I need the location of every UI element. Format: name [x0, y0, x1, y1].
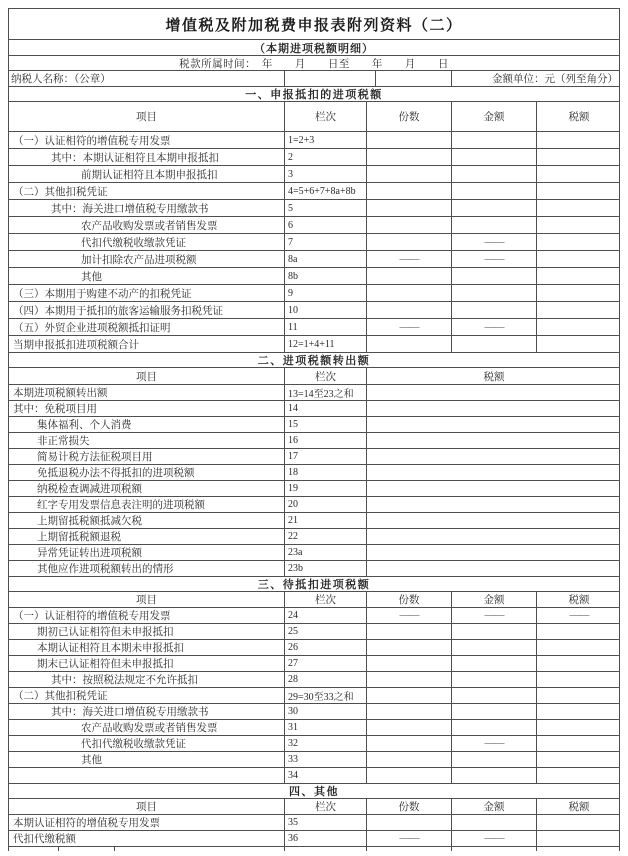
lane-cell: 20 [284, 497, 366, 512]
table-row [9, 831, 619, 847]
lane-cell: 16 [284, 433, 366, 448]
column-header-row [9, 102, 619, 132]
lane-cell: 6 [284, 217, 366, 233]
table-row [9, 752, 619, 768]
item-cell: 农产品收购发票或者销售发票 [81, 220, 218, 232]
item-cell: 加计扣除农产品进项税额 [81, 254, 197, 266]
form-title: 增值税及附加税费申报表附列资料（二） [9, 9, 619, 40]
count-cell [366, 234, 451, 250]
table-row [9, 302, 619, 319]
section-header-4: 四、其他 [9, 784, 619, 799]
table-row [9, 234, 619, 251]
table-row [9, 545, 619, 561]
count-cell [366, 720, 451, 735]
column-header-row [9, 368, 619, 385]
column-header: 项目 [136, 112, 157, 123]
table-row [9, 465, 619, 481]
amount-cell [451, 688, 536, 703]
item-cell: 非正常损失 [37, 436, 90, 447]
count-cell [366, 624, 451, 639]
tax-cell [536, 768, 621, 783]
item-cell: 期初已认证相符但未申报抵扣 [37, 627, 174, 638]
lane-cell: 27 [284, 656, 366, 671]
table-row [9, 200, 619, 217]
taxpayer-row [9, 71, 619, 87]
taxpayer-blank-cell-2 [375, 71, 451, 86]
tax-cell [536, 319, 621, 335]
section-header-3: 三、待抵扣进项税额 [9, 577, 619, 592]
amount-cell [451, 132, 536, 148]
item-cell: 红字专用发票信息表注明的进项税额 [37, 500, 205, 511]
column-header: 项目 [136, 595, 157, 606]
item-cell: 异常凭证转出进项税额 [37, 548, 142, 559]
tax-cell [536, 752, 621, 767]
item-cell: 其他应作进项税额转出的情形 [37, 564, 174, 575]
tax-cell [366, 513, 621, 528]
table-row [9, 815, 619, 831]
item-cell: 期末已认证相符但未申报抵扣 [37, 659, 174, 670]
count-cell: —— [366, 608, 451, 623]
taxpayer-name-label: 纳税人名称：（公章） [11, 74, 111, 85]
lane-cell: 12=1+4+11 [284, 336, 366, 352]
tax-cell [536, 815, 621, 830]
item-cell: （二）其他扣税凭证 [13, 186, 108, 198]
amount-cell [451, 200, 536, 216]
column-header: 份数 [366, 592, 451, 607]
lane-cell: 21 [284, 513, 366, 528]
count-cell [366, 704, 451, 719]
item-cell: 简易计税方法征税项目用 [37, 452, 153, 463]
form-table [9, 87, 619, 847]
lane-cell: 30 [284, 704, 366, 719]
count-cell [366, 132, 451, 148]
tax-cell [536, 704, 621, 719]
lane-cell: 1=2+3 [284, 132, 366, 148]
amount-cell: —— [451, 736, 536, 751]
tax-cell: —— [536, 608, 621, 623]
lane-cell: 22 [284, 529, 366, 544]
column-header: 份数 [366, 102, 451, 131]
column-header: 税额 [536, 592, 621, 607]
item-cell: （四）本期用于抵扣的旅客运输服务扣税凭证 [13, 305, 223, 317]
table-row [9, 449, 619, 465]
tax-cell [536, 688, 621, 703]
column-header: 金额 [451, 799, 536, 814]
count-cell [366, 166, 451, 182]
lane-cell: 8b [284, 268, 366, 284]
tax-cell [536, 656, 621, 671]
lane-cell: 26 [284, 640, 366, 655]
lane-cell: 5 [284, 200, 366, 216]
count-cell [366, 302, 451, 318]
tax-cell [366, 481, 621, 496]
lane-cell: 2 [284, 149, 366, 165]
lane-cell: 18 [284, 465, 366, 480]
amount-cell [451, 302, 536, 318]
item-cell: （五）外贸企业进项税额抵扣证明 [13, 322, 171, 334]
tax-cell [536, 251, 621, 267]
table-row [9, 529, 619, 545]
column-header-row [9, 592, 619, 608]
lane-cell: 28 [284, 672, 366, 687]
count-cell [366, 640, 451, 655]
tax-cell [366, 545, 621, 560]
item-cell: 当期申报抵扣进项税额合计 [13, 339, 139, 351]
count-cell: —— [366, 831, 451, 846]
table-row [9, 640, 619, 656]
lane-cell: 3 [284, 166, 366, 182]
amount-cell [451, 752, 536, 767]
count-cell [366, 768, 451, 783]
amount-cell: —— [451, 608, 536, 623]
item-cell: 其中：海关进口增值税专用缴款书 [51, 707, 209, 718]
item-cell: 其中：免税项目用 [13, 404, 97, 415]
column-header: 金额 [451, 102, 536, 131]
lane-cell: 33 [284, 752, 366, 767]
amount-cell [451, 768, 536, 783]
column-header: 税额 [366, 368, 621, 384]
table-row [9, 336, 619, 353]
item-cell: 上期留抵税额抵减欠税 [37, 516, 142, 527]
column-header: 项目 [136, 802, 157, 813]
item-cell: 其中：按照税法规定不允许抵扣 [51, 675, 198, 686]
count-cell [366, 752, 451, 767]
item-cell [9, 768, 284, 783]
lane-cell: 15 [284, 417, 366, 432]
count-cell [366, 736, 451, 751]
amount-cell [451, 149, 536, 165]
amount-cell: —— [451, 251, 536, 267]
count-cell: —— [366, 319, 451, 335]
lane-cell: 29=30至33之和 [284, 688, 366, 703]
count-cell: —— [366, 251, 451, 267]
lane-cell: 9 [284, 285, 366, 301]
lane-cell: 13=14至23之和 [284, 385, 366, 400]
item-cell: 其他 [81, 271, 102, 283]
table-row [9, 417, 619, 433]
table-row [9, 688, 619, 704]
item-cell: 本期认证相符的增值税专用发票 [13, 818, 160, 829]
lane-cell: 17 [284, 449, 366, 464]
item-cell: 免抵退税办法不得抵扣的进项税额 [37, 468, 195, 479]
table-row [9, 672, 619, 688]
table-row [9, 656, 619, 672]
table-row [9, 183, 619, 200]
count-cell [366, 149, 451, 165]
tax-cell [536, 672, 621, 687]
count-cell [366, 217, 451, 233]
amount-cell [451, 268, 536, 284]
section-header-1: 一、申报抵扣的进项税额 [9, 87, 619, 102]
column-header: 栏次 [284, 592, 366, 607]
lane-cell: 36 [284, 831, 366, 846]
tax-cell [536, 166, 621, 182]
count-cell [366, 656, 451, 671]
section-header-2: 二、进项税额转出额 [9, 353, 619, 368]
lane-cell: 10 [284, 302, 366, 318]
table-row [9, 561, 619, 577]
table-row [9, 513, 619, 529]
tax-cell [366, 417, 621, 432]
count-cell [366, 183, 451, 199]
item-cell: 代扣代缴税额 [13, 834, 76, 845]
count-cell [366, 200, 451, 216]
tax-cell [536, 132, 621, 148]
amount-unit-label: 金额单位：元（列至角分） [451, 71, 621, 86]
table-row [9, 704, 619, 720]
item-cell: 前期认证相符且本期申报抵扣 [81, 169, 218, 181]
count-cell [366, 815, 451, 830]
tax-form-page [8, 8, 620, 851]
tax-cell [536, 285, 621, 301]
tax-cell [536, 720, 621, 735]
lane-cell: 11 [284, 319, 366, 335]
column-header: 份数 [366, 799, 451, 814]
table-row [9, 736, 619, 752]
tax-period-row [9, 56, 619, 71]
table-row [9, 132, 619, 149]
lane-cell: 4=5+6+7+8a+8b [284, 183, 366, 199]
amount-cell [451, 720, 536, 735]
amount-cell [451, 183, 536, 199]
tax-cell [536, 624, 621, 639]
lane-cell: 14 [284, 401, 366, 416]
tax-cell [536, 831, 621, 846]
table-row [9, 217, 619, 234]
item-cell: 本期进项税额转出额 [13, 388, 108, 399]
amount-cell [451, 704, 536, 719]
lane-cell: 7 [284, 234, 366, 250]
tax-cell [366, 449, 621, 464]
lane-cell: 32 [284, 736, 366, 751]
table-row [9, 285, 619, 302]
item-cell: 农产品收购发票或者销售发票 [81, 723, 218, 734]
table-row [9, 720, 619, 736]
amount-cell [451, 672, 536, 687]
tax-cell [536, 268, 621, 284]
table-row [9, 268, 619, 285]
table-row [9, 166, 619, 183]
tax-cell [536, 302, 621, 318]
tax-cell [536, 149, 621, 165]
count-cell [366, 268, 451, 284]
tax-cell [536, 183, 621, 199]
column-header: 栏次 [284, 799, 366, 814]
table-row [9, 608, 619, 624]
item-cell: 其中：本期认证相符且本期申报抵扣 [51, 152, 219, 164]
column-header-row [9, 799, 619, 815]
tax-cell [366, 465, 621, 480]
table-row [9, 433, 619, 449]
amount-cell [451, 336, 536, 352]
column-header: 项目 [136, 371, 157, 383]
count-cell [366, 285, 451, 301]
column-header: 税额 [536, 102, 621, 131]
form-subtitle: （本期进项税额明细） [9, 40, 619, 56]
table-row [9, 319, 619, 336]
item-cell: 纳税检查调减进项税额 [37, 484, 142, 495]
amount-cell [451, 624, 536, 639]
amount-cell [451, 815, 536, 830]
amount-cell [451, 640, 536, 655]
lane-cell: 25 [284, 624, 366, 639]
lane-cell: 8a [284, 251, 366, 267]
taxpayer-blank-cell-1 [284, 71, 375, 86]
table-row [9, 385, 619, 401]
tax-cell [536, 200, 621, 216]
tax-cell [536, 336, 621, 352]
column-header: 金额 [451, 592, 536, 607]
tax-cell [366, 529, 621, 544]
amount-cell: —— [451, 234, 536, 250]
item-cell: 代扣代缴税收缴款凭证 [81, 237, 186, 249]
amount-cell [451, 166, 536, 182]
lane-cell: 23b [284, 561, 366, 576]
tax-cell [536, 234, 621, 250]
item-cell: 本期认证相符且本期未申报抵扣 [37, 643, 184, 654]
table-row [9, 624, 619, 640]
count-cell [366, 336, 451, 352]
tax-cell [536, 217, 621, 233]
item-cell: （三）本期用于购建不动产的扣税凭证 [13, 288, 192, 300]
lane-cell: 31 [284, 720, 366, 735]
tax-cell [366, 401, 621, 416]
tax-cell [536, 640, 621, 655]
lane-cell: 35 [284, 815, 366, 830]
item-cell: 代扣代缴税收缴款凭证 [81, 739, 186, 750]
item-cell: （一）认证相符的增值税专用发票 [13, 135, 171, 147]
count-cell [366, 688, 451, 703]
amount-cell: —— [451, 831, 536, 846]
item-cell: （二）其他扣税凭证 [13, 691, 108, 702]
item-cell: 集体福利、个人消费 [37, 420, 132, 431]
tax-cell [366, 385, 621, 400]
column-header: 栏次 [284, 368, 366, 384]
table-row [9, 149, 619, 166]
lane-cell: 23a [284, 545, 366, 560]
amount-cell [451, 217, 536, 233]
lane-cell: 34 [284, 768, 366, 783]
table-row [9, 251, 619, 268]
table-row [9, 481, 619, 497]
tax-cell [366, 433, 621, 448]
item-cell: 上期留抵税额退税 [37, 532, 121, 543]
table-row [9, 768, 619, 784]
amount-cell [451, 285, 536, 301]
column-header: 税额 [536, 799, 621, 814]
item-cell: 其中：海关进口增值税专用缴款书 [51, 203, 209, 215]
tax-cell [536, 736, 621, 751]
tax-period-text: 税款所属时间： 年 月 日至 年 月 日 [179, 58, 449, 70]
tax-cell [366, 561, 621, 576]
item-cell: （一）认证相符的增值税专用发票 [13, 611, 171, 622]
item-cell: 其他 [81, 755, 102, 766]
lane-cell: 19 [284, 481, 366, 496]
column-header: 栏次 [284, 102, 366, 131]
amount-cell: —— [451, 319, 536, 335]
count-cell [366, 672, 451, 687]
lane-cell: 24 [284, 608, 366, 623]
tax-cell [366, 497, 621, 512]
table-row [9, 401, 619, 417]
table-row [9, 497, 619, 513]
amount-cell [451, 656, 536, 671]
